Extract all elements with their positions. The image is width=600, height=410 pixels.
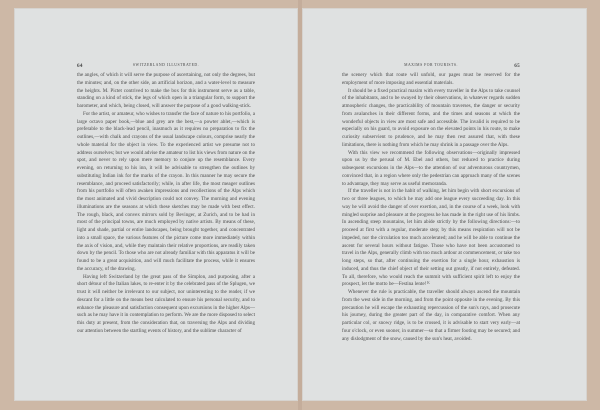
paragraph: the scenery which that route will unfold, our pages must be reserved for the employment of more imposing and essential materials. bbox=[342, 72, 520, 86]
running-head: SWITZERLAND ILLUSTRATED. bbox=[132, 63, 200, 67]
left-page-body bbox=[77, 72, 255, 336]
left-page bbox=[14, 8, 298, 401]
right-page bbox=[302, 8, 587, 401]
page-number: 64 bbox=[77, 63, 83, 69]
page-number: 65 bbox=[514, 63, 520, 69]
paragraph: If the traveller is not in the habit of walking, let him begin with short excursions of two or three leagues, to which he may add one league every succeeding day. In this way he will avoid the danger of over exertion, and, in the course of a week, look with mingled surprise and pleasure at the progress he has made in the right use of his limbs. In ascending steep mountains, let him abide strictly by the following directions:—to proceed at first with a regular, moderate step; by this means respiration will not be impeded, nor the circulation too much accelerated; and he will be able to continue the ascent for several hours without fatigue. Those who have not been accustomed to travel in the Alps, generally climb with too much ardour at commencement, or take too long steps, so that, after continuing the exertion for a single hour, exhaustion is induced, and thus the chief object of their setting out greatly, if not entirely, defeated. To all, therefore, who would reach the summit with sufficient spirit left to enjoy the prospect, let the motto be—Festina lente! bbox=[342, 188, 520, 288]
paragraph: For the artist, or amateur, who wishes to transfer the face of nature to his portfolio, a large octavo paper book,—blue and grey are the best,—a powter ablet,—which is preferable to the black-lead pencil, inasmuch as it requires no preparation to fix the outlines,—with chalk and crayons of the usual landscape colours, comprise nearly the whole material for the object in view. To the experienced artist we presume not to address ourselves; but we would advise the amateur to list his views from nature on the spot, and never to rely upon mere memory to conjure up the resemblance. Every evening, on returning to his inn, it will be advisable to strengthen the outlines by substituting Indian ink for the marks of the crayon. In this manner he may secure the resemblance, and proceed satisfactorily; while, in after life, the most meager outlines from his portfolio will often awaken impressions and recollections of the Alps which the most animated and vivid description could not convey. The morning and evening illuminations are the seasons at which these sketches may be made with best effect. The rough, black, and convex mirrors sold by Bevinger, at Zurich, and to be had in most of the principal towns, are much employed by native artists. By means of these, light and shade, partial or entire landscapes, being brought together, and concentrated into a small space, the various features of the picture come more immediately within the axis of vision, and, while they maintain their relative proportions, are readily taken down by the pencil. To those who are not already familiar with this apparatus it will be found to be a great acquisition, and will much facilitate the process, while it ensures the accuracy, of the drawing. bbox=[77, 110, 255, 272]
paragraph: With this view we recommend the following observations—originally impressed upon us by the perusal of M. Ebel and others, but reduced to practice during subsequent excursions in the Alps—to the attention of our adventurous countrymen, convinced that, in a region where only the pedestrian can approach many of the scenes to advantage, they may serve as useful memoranda. bbox=[342, 149, 520, 187]
paragraph: It should be a fixed practical maxim with every traveller in the Alps to take counsel of the inhabitants, and to be swayed by their observations, in whatever regards sudden atmospheric changes, the practicability of mountain traverses, the danger or security from avalanches in their different forms, and the times and seasons at which the wonderful objects in view are most safe and accessible. The invalid is required to be especially on his guard, to avoid exposure on the elevated points in his route, to make curiosity subservient to prudence, and he may then rest assured that, with these limitations, there is nothing from which he may shrink in a passage over the Alps. bbox=[342, 87, 520, 148]
signature-mark: K bbox=[427, 280, 430, 285]
right-page-body bbox=[342, 72, 520, 343]
running-head: MAXIMS FOR TOURISTS. bbox=[404, 63, 458, 67]
paragraph: the angles, of which it will serve the purpose of ascertaining, not only the degrees, but the minutes; and, on the other side, an artificial horizon, and a water-level to measure the heights. M. Pictet contrived to make the box for this instrument serve as a table, standing on a kind of stick, the legs of which open in a triangular form, to support the barometer, and which, being closed, will answer the purpose of a good walking-stick. bbox=[77, 72, 255, 109]
paragraph: Having left Switzerland by the great pass of the Simplon, and purposing, after a short détour of the Italian lakes, to re-enter it by the celebrated pass of the Splugen, we trust it will neither be irrelevant to our subject, nor uninteresting to the reader, if we descant for a little on the means best calculated to ensure his personal security, and to enhance the pleasure and satisfaction consequent upon excursions in the higher Alps—such as he may have it in contemplation to perform. We are the more disposed to select this duty at present, from the consideration that, on traversing the Alps and dividing our attention between the startling events of history, and the sublime character of bbox=[77, 273, 255, 334]
paragraph: Whenever the rule is practicable, the traveller should always ascend the mountain from the west side in the morning, and from the point opposite in the evening. By this precaution he will escape the exhausting repercussion of the sun's rays, and prosecute his journey, during the greater part of the day, in comparative comfort. When any particular col, or snowy ridge, is to be crossed, it is advisable to start very early—at four o'clock, or even sooner, in summer—so that a firmer footing may be secured; and any dislodgment of the snow, caused by the sun's heat, avoided. bbox=[342, 289, 520, 342]
